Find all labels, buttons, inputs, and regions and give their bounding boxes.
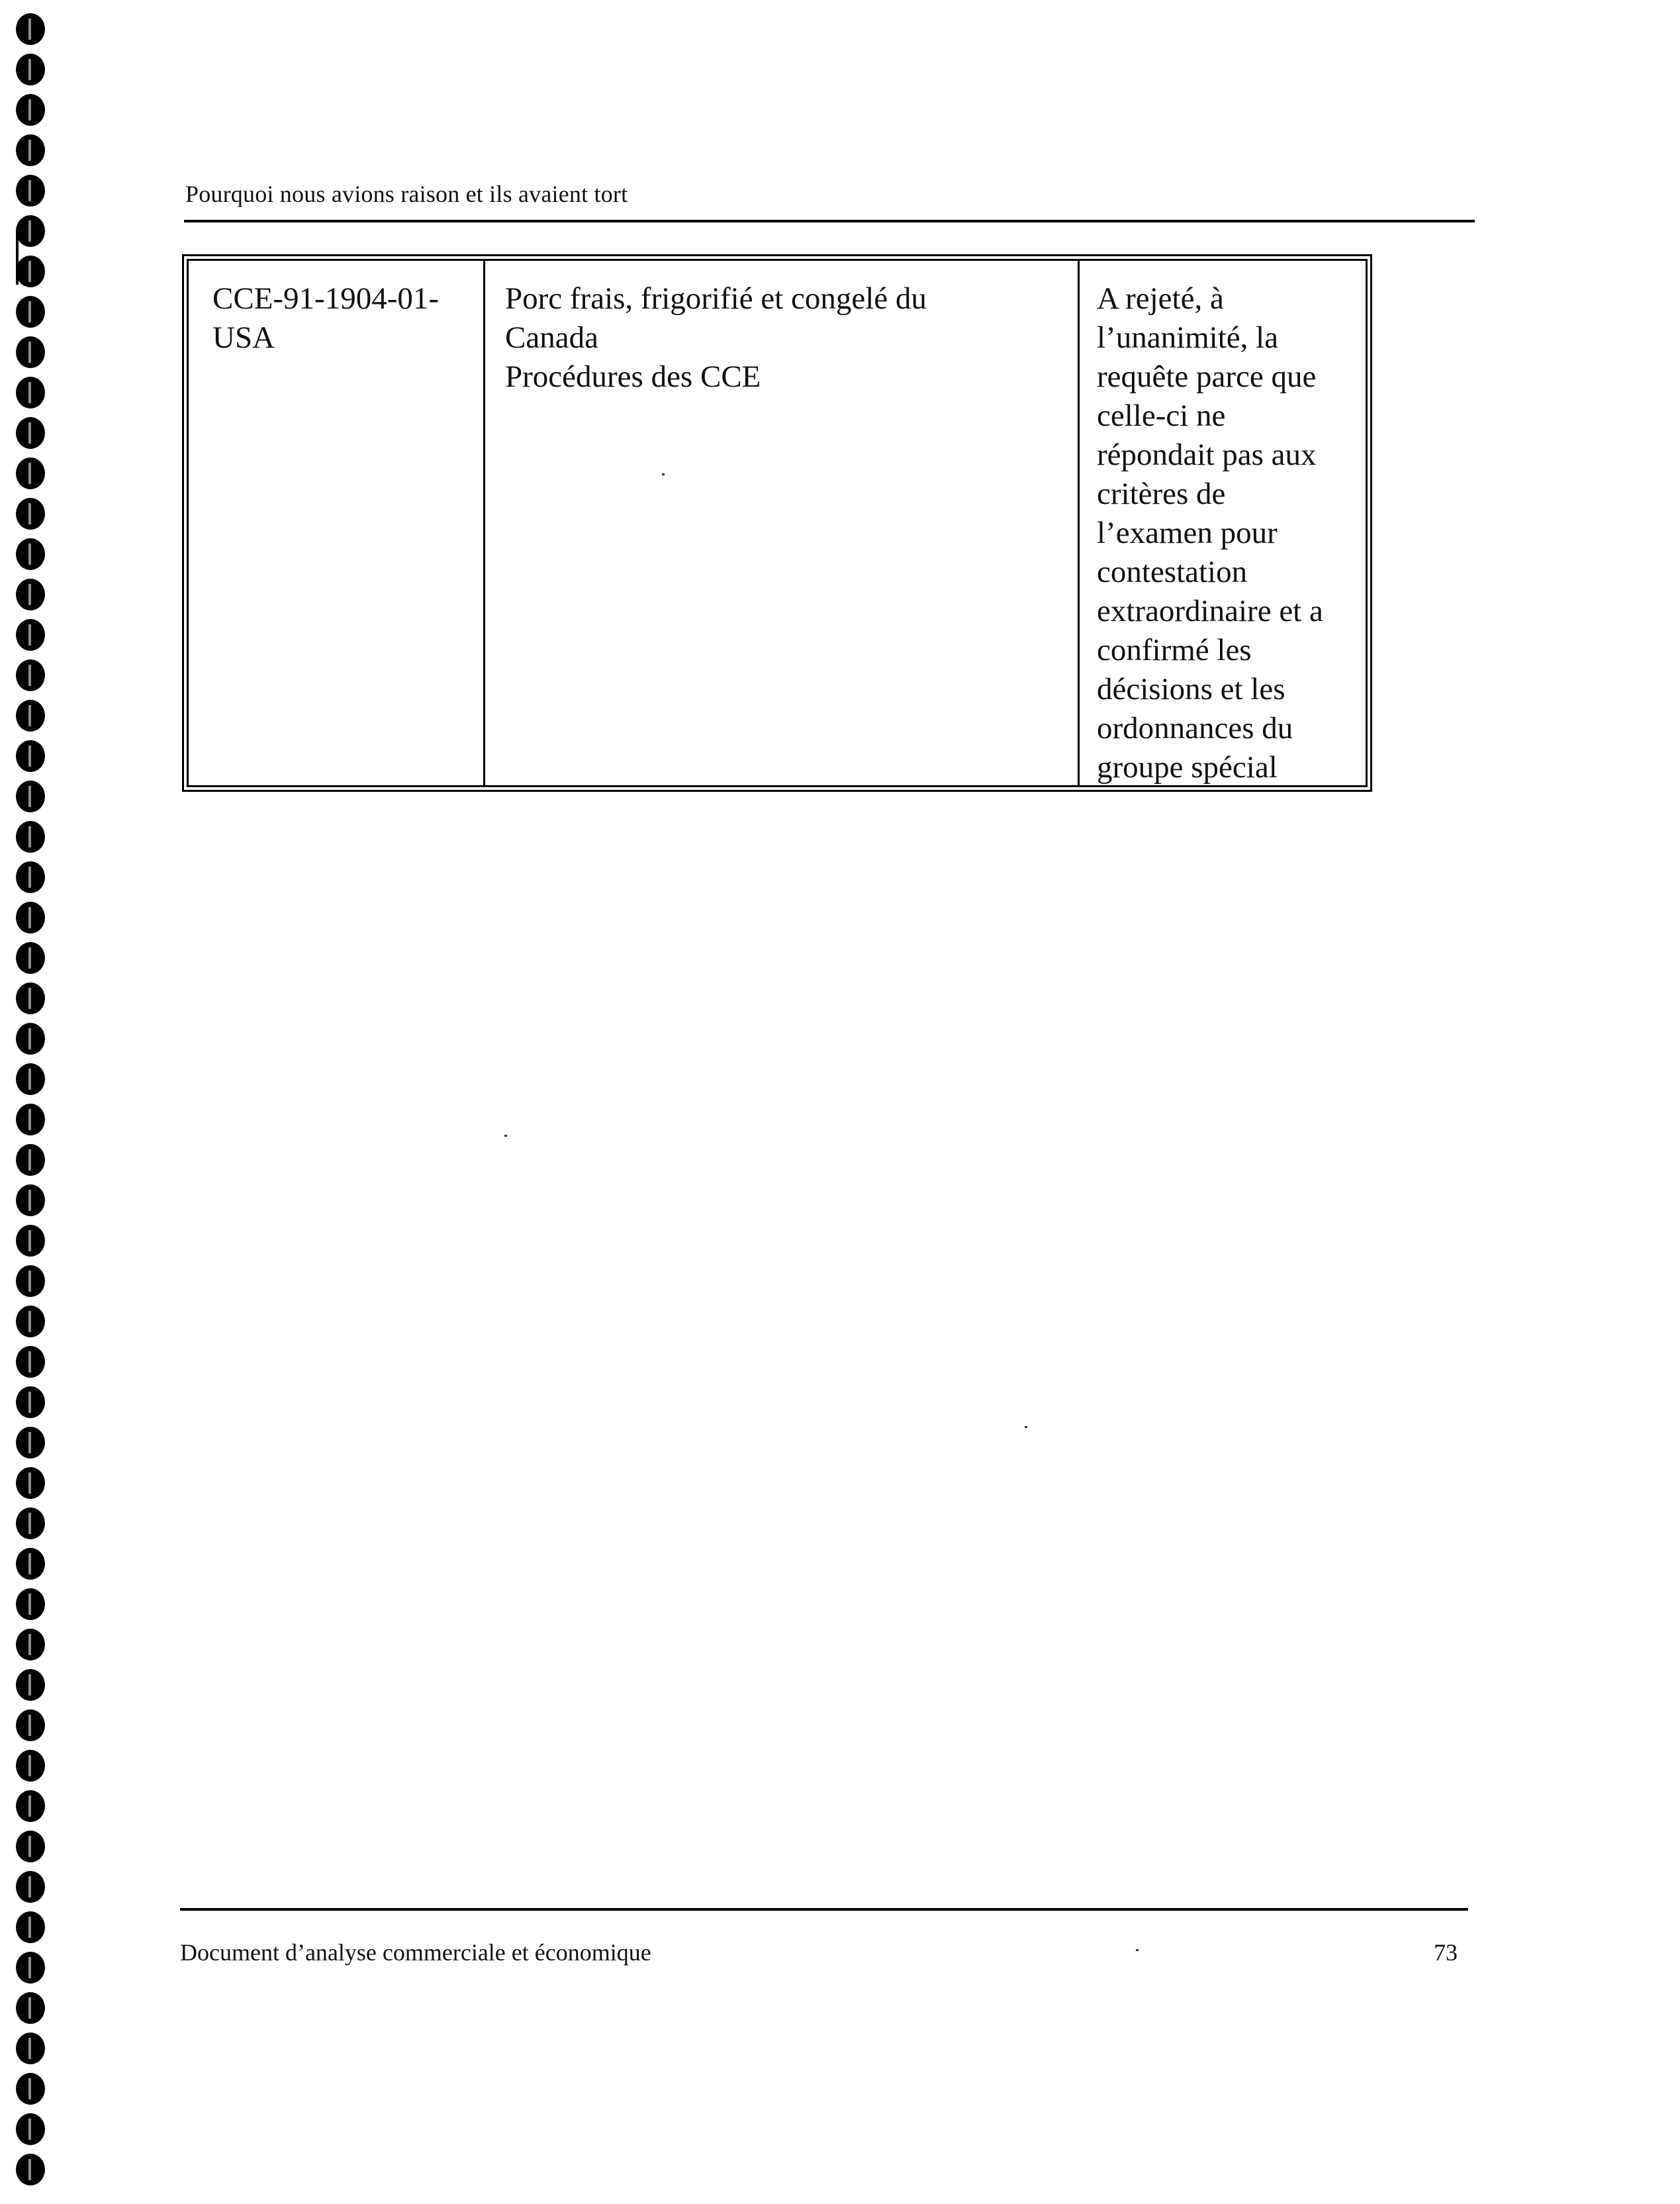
decision-line: requête parce que bbox=[1097, 359, 1317, 394]
binder-hole bbox=[16, 1750, 45, 1782]
binder-hole bbox=[16, 1508, 45, 1539]
decision-line: contestation bbox=[1097, 555, 1248, 589]
decision-cell bbox=[1080, 261, 1366, 785]
binder-hole bbox=[16, 982, 45, 1014]
binder-hole bbox=[16, 821, 45, 853]
binder-hole bbox=[16, 1629, 45, 1660]
decision-line: celle-ci ne bbox=[1097, 399, 1226, 433]
page-number: 73 bbox=[1434, 1939, 1458, 1966]
binder-hole bbox=[16, 1104, 45, 1135]
binder-hole bbox=[16, 377, 45, 408]
binder-hole bbox=[16, 1790, 45, 1822]
binder-hole bbox=[16, 579, 45, 610]
binder-hole bbox=[16, 1306, 45, 1337]
binder-hole bbox=[16, 256, 45, 287]
binder-hole bbox=[16, 336, 45, 368]
binder-hole bbox=[16, 1225, 45, 1257]
binder-hole bbox=[16, 1992, 45, 2024]
binder-hole bbox=[16, 619, 45, 651]
binder-hole bbox=[16, 1467, 45, 1499]
binder-hole bbox=[16, 296, 45, 328]
decision-line: répondait pas aux bbox=[1097, 438, 1317, 472]
decision-line: ordonnances du bbox=[1097, 711, 1293, 745]
binder-hole bbox=[16, 175, 45, 207]
scan-speck bbox=[1136, 1949, 1139, 1951]
binder-hole bbox=[16, 13, 45, 45]
binder-hole bbox=[16, 2113, 45, 2145]
binder-hole bbox=[16, 1871, 45, 1903]
case-number-line: USA bbox=[212, 320, 275, 355]
decision-line: A rejeté, à bbox=[1097, 281, 1224, 316]
binder-hole bbox=[16, 1911, 45, 1943]
binder-hole bbox=[16, 1709, 45, 1741]
table-row bbox=[187, 259, 1368, 787]
case-number-cell bbox=[189, 261, 485, 785]
binder-hole bbox=[16, 1427, 45, 1459]
decision-line: groupe spécial bbox=[1097, 750, 1278, 785]
scan-speck bbox=[504, 1135, 507, 1137]
binder-hole bbox=[16, 1023, 45, 1055]
binder-hole bbox=[16, 902, 45, 934]
decision-line: extraordinaire et a bbox=[1097, 594, 1323, 628]
binder-hole bbox=[16, 417, 45, 449]
binder-hole bbox=[16, 457, 45, 489]
subject-line: Procédures des CCE bbox=[505, 359, 761, 394]
binder-hole bbox=[16, 215, 45, 247]
binder-hole bbox=[16, 1952, 45, 1984]
binder-hole bbox=[16, 740, 45, 772]
decision-line: décisions et les bbox=[1097, 672, 1285, 706]
footer-document-title: Document d’analyse commerciale et économique bbox=[180, 1939, 651, 1966]
binder-hole bbox=[16, 1265, 45, 1297]
binder-hole bbox=[16, 1669, 45, 1701]
binder-hole bbox=[16, 700, 45, 732]
decision-table bbox=[182, 254, 1372, 792]
binder-hole bbox=[16, 1588, 45, 1620]
binder-hole bbox=[16, 538, 45, 570]
binder-hole bbox=[16, 1386, 45, 1418]
binder-hole bbox=[16, 94, 45, 126]
binder-hole bbox=[16, 1144, 45, 1176]
binder-hole bbox=[16, 498, 45, 530]
binder-hole bbox=[16, 1184, 45, 1216]
binder-hole bbox=[16, 1548, 45, 1580]
subject-cell bbox=[485, 261, 1080, 785]
subject-line: Canada bbox=[505, 320, 598, 355]
binder-hole bbox=[16, 861, 45, 893]
binder-hole bbox=[16, 54, 45, 85]
running-header: Pourquoi nous avions raison et ils avaient tort bbox=[185, 181, 628, 207]
binder-hole bbox=[16, 781, 45, 812]
binder-hole bbox=[16, 942, 45, 974]
binder-hole bbox=[16, 659, 45, 691]
binder-hole bbox=[16, 2033, 45, 2064]
decision-line: confirmé les bbox=[1097, 633, 1252, 667]
header-rule bbox=[184, 220, 1475, 222]
binder-hole bbox=[16, 2154, 45, 2185]
binder-hole bbox=[16, 1346, 45, 1378]
binder-hole bbox=[16, 134, 45, 166]
subject-line: Porc frais, frigorifié et congelé du bbox=[505, 281, 927, 316]
binder-hole bbox=[16, 1063, 45, 1095]
binder-holes bbox=[16, 13, 49, 2191]
binder-hole bbox=[16, 2073, 45, 2105]
decision-line: l’examen pour bbox=[1097, 516, 1278, 550]
footer-rule bbox=[180, 1908, 1468, 1911]
scan-speck bbox=[662, 473, 665, 475]
decision-line: critères de bbox=[1097, 477, 1226, 511]
case-number-line: CCE-91-1904-01- bbox=[212, 281, 440, 316]
decision-line: l’unanimité, la bbox=[1097, 320, 1279, 355]
binder-hole bbox=[16, 1831, 45, 1862]
scan-speck bbox=[1025, 1426, 1027, 1428]
